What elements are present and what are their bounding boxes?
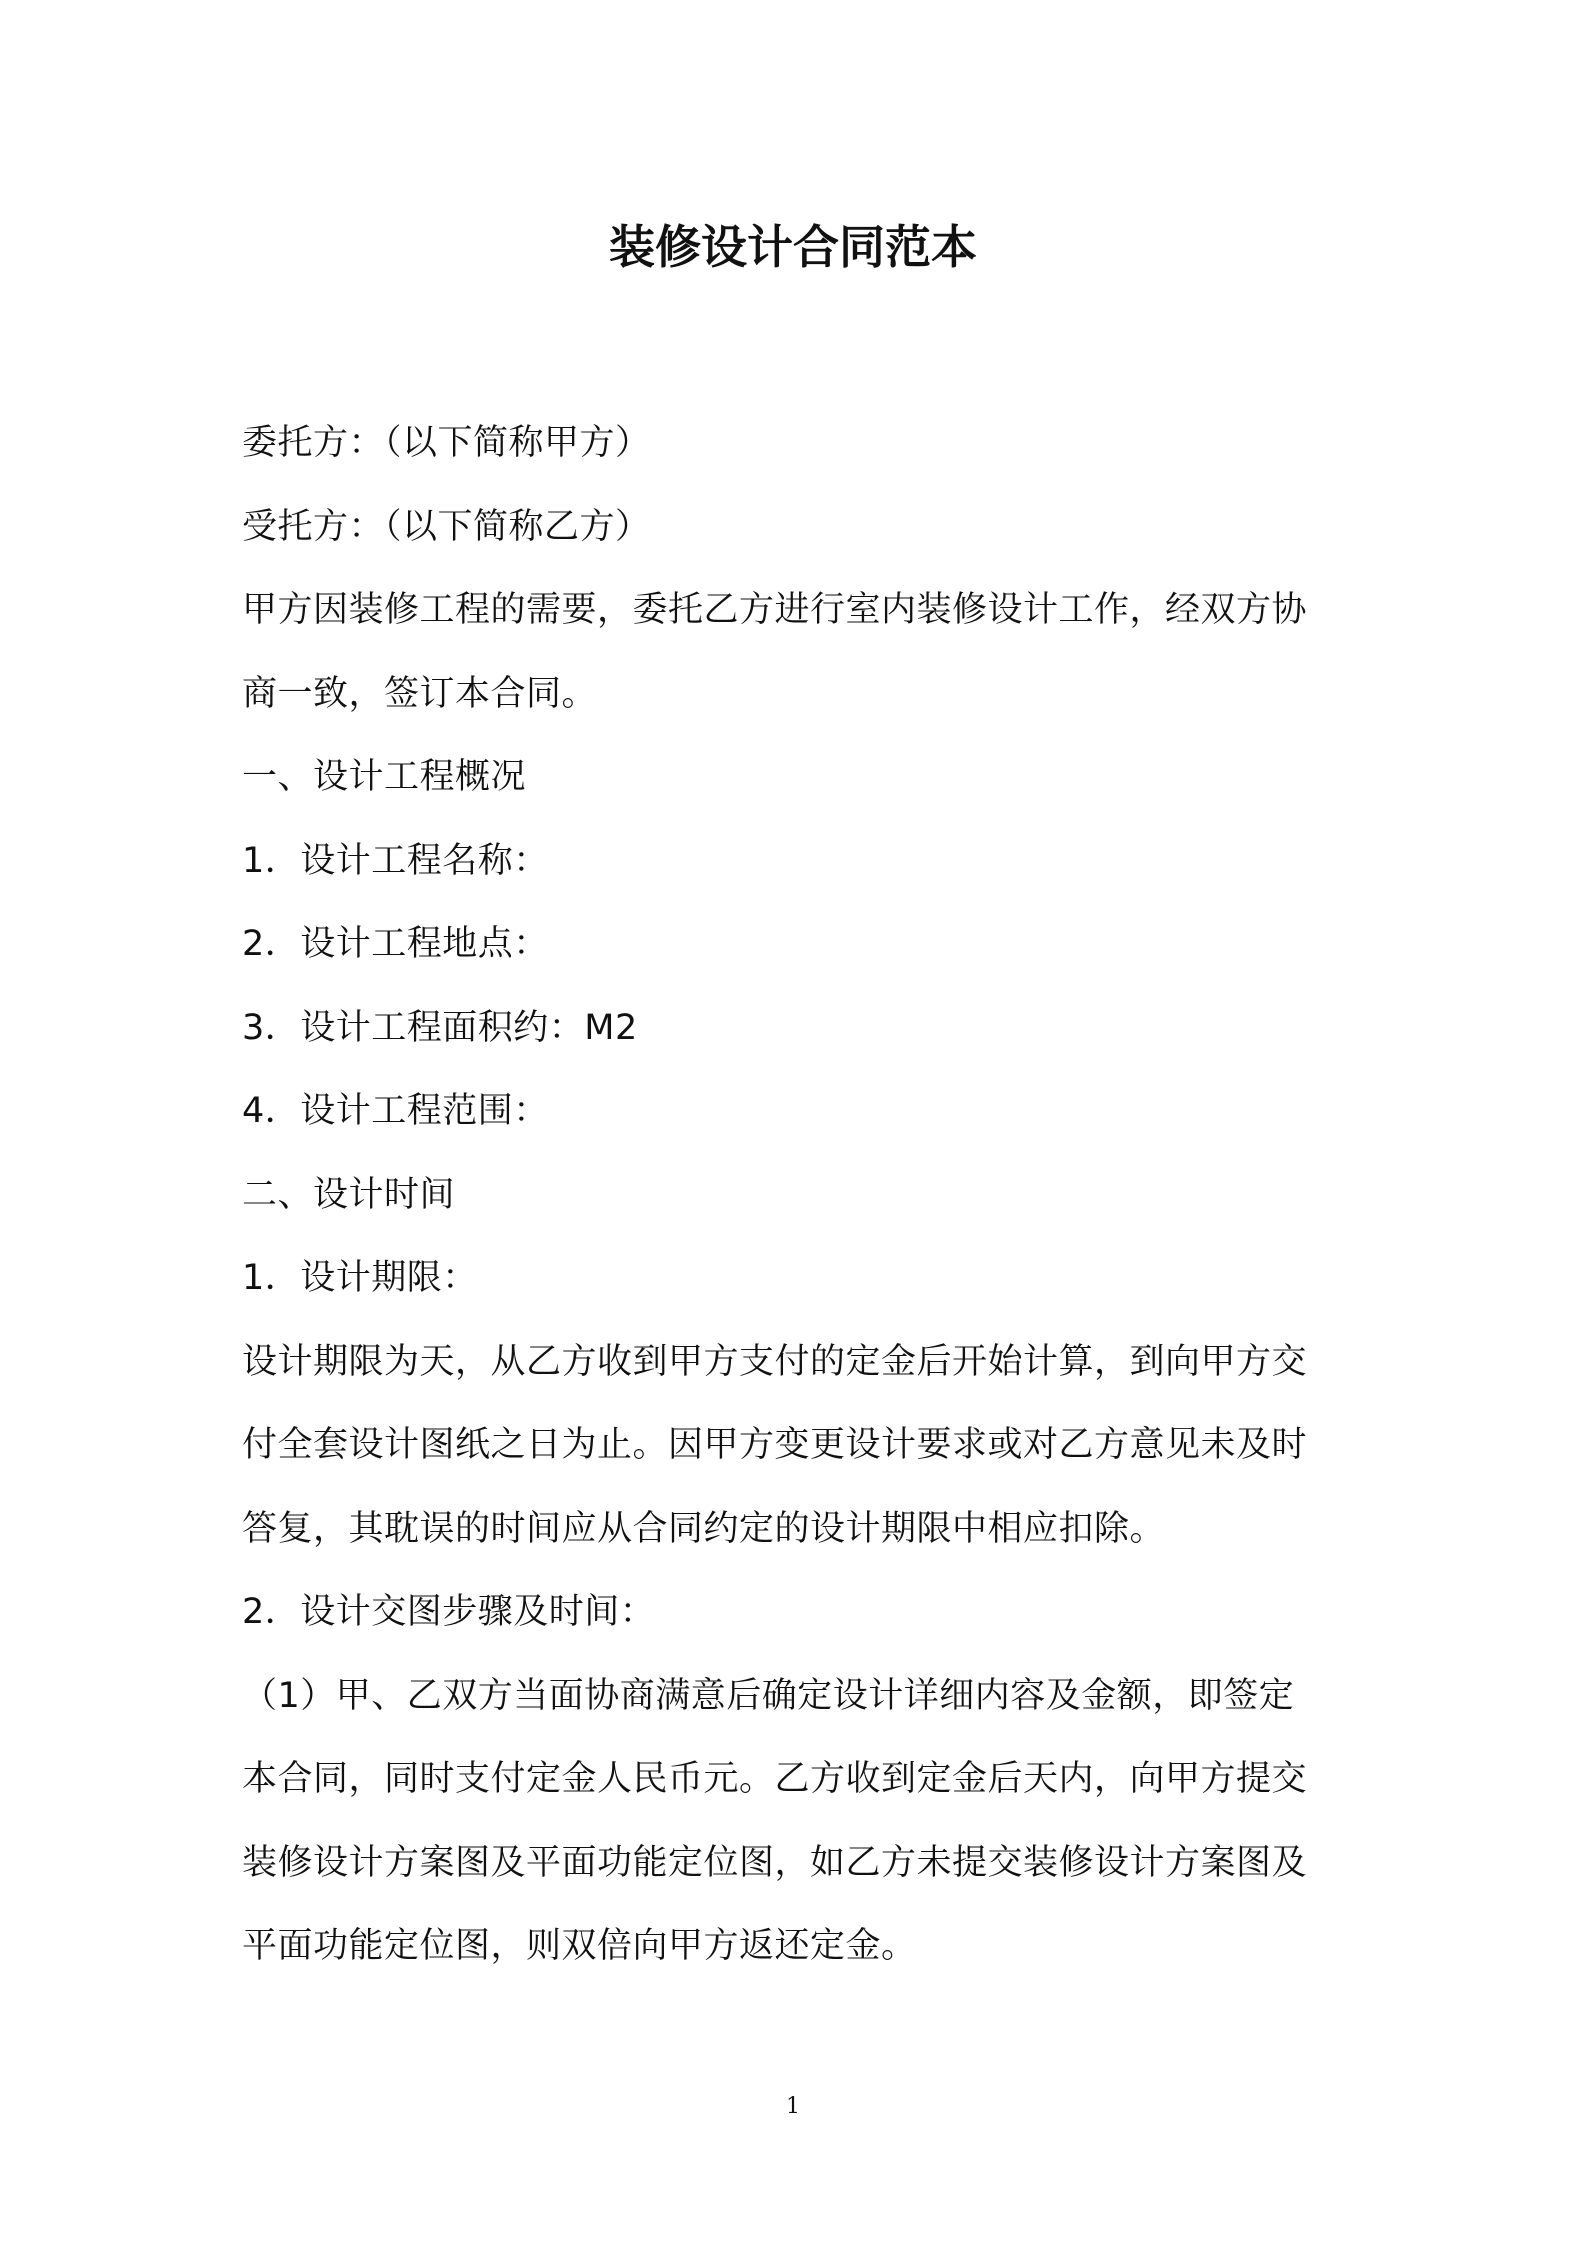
- text-line: 2．设计交图步骤及时间：: [242, 1592, 656, 1632]
- text-line: 2．设计工程地点：: [242, 924, 549, 964]
- text-line: 受托方：（以下简称乙方）: [242, 506, 651, 547]
- text-line: 答复，其耽误的时间应从合同约定的设计期限中相应扣除。: [242, 1508, 1166, 1549]
- text-line: 甲方因装修工程的需要，委托乙方进行室内装修设计工作，经双方协: [242, 590, 1308, 630]
- text-line: 1．设计工程名称：: [242, 840, 549, 881]
- text-line: 装修设计方案图及平面功能定位图，如乙方未提交装修设计方案图及: [242, 1842, 1308, 1883]
- text-line: 3．设计工程面积约：M2: [242, 1007, 638, 1048]
- section-heading: 一、设计工程概况: [242, 757, 527, 797]
- text-line: 1．设计期限：: [242, 1258, 478, 1298]
- text-line: （1）甲、乙双方当面协商满意后确定设计详细内容及金额，即签定: [242, 1675, 1295, 1716]
- text-line: 付全套设计图纸之日为止。因甲方变更设计要求或对乙方意见未及时: [242, 1425, 1308, 1465]
- text-line: 平面功能定位图，则双倍向甲方返还定金。: [242, 1926, 917, 1966]
- document-body: [242, 402, 1360, 1989]
- text-line: 本合同，同时支付定金人民币元。乙方收到定金后天内，向甲方提交: [242, 1759, 1308, 1799]
- text-line: 4．设计工程范围：: [242, 1091, 549, 1131]
- text-line: 商一致，签订本合同。: [242, 673, 598, 714]
- text-line: 委托方：（以下简称甲方）: [242, 423, 651, 463]
- document-title: 装修设计合同范本: [609, 220, 977, 274]
- text-line: 设计期限为天，从乙方收到甲方支付的定金后开始计算，到向甲方交: [242, 1341, 1308, 1382]
- section-heading: 二、设计时间: [242, 1174, 456, 1215]
- page-number: 1: [786, 2094, 800, 2119]
